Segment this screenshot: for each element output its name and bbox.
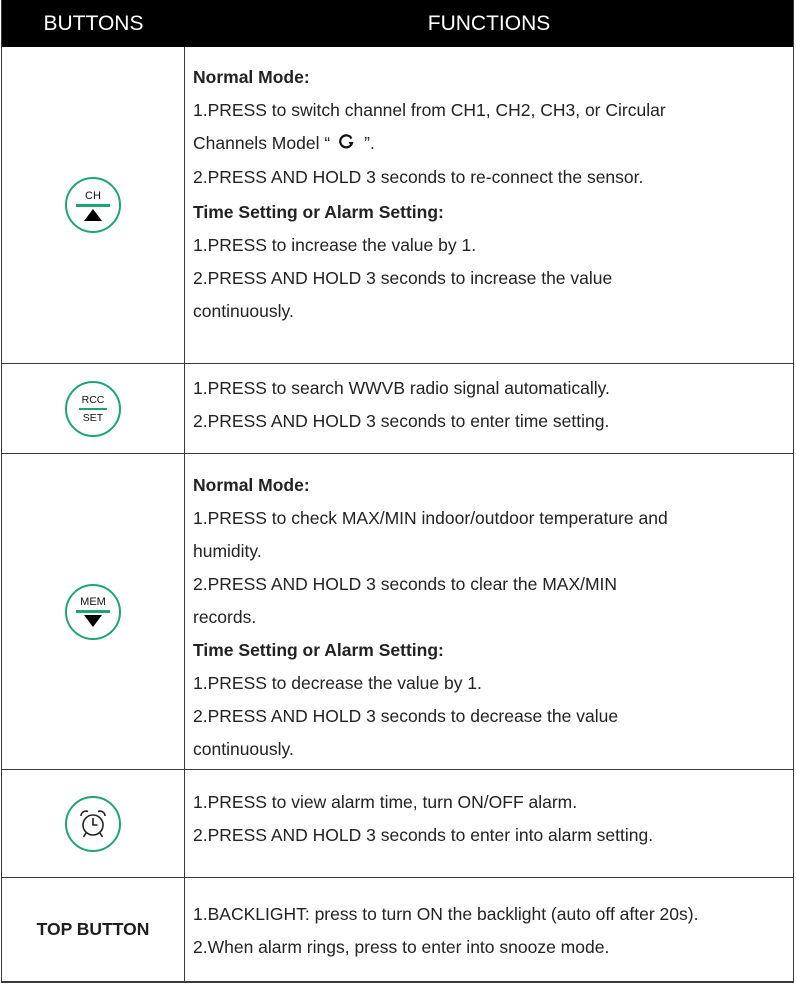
ch-up-button-icon <box>65 177 121 233</box>
green-bar <box>76 610 110 613</box>
function-line: continuously. <box>193 300 294 321</box>
function-line: 1.PRESS to switch channel from CH1, CH2, CH3, or Circular <box>193 100 666 120</box>
buttons-functions-table <box>1 0 794 983</box>
button-cell <box>2 454 185 769</box>
function-line: 2.When alarm rings, press to enter into snooze mode. <box>193 937 610 957</box>
function-line: 1.PRESS to decrease the value by 1. <box>193 673 482 693</box>
button-cell <box>2 770 185 877</box>
mem-down-button-icon <box>65 584 121 640</box>
green-bar <box>76 204 110 207</box>
button-cell <box>2 47 185 363</box>
function-line: 2.PRESS AND HOLD 3 seconds to re-connect the sensor. <box>193 166 644 187</box>
header-buttons: BUTTONS <box>43 12 144 35</box>
table-row-ch <box>2 47 793 363</box>
text-after-icon: ”. <box>364 133 375 153</box>
table-row-mem <box>2 454 793 769</box>
section-heading: Normal Mode: <box>193 67 310 87</box>
function-line: 1.BACKLIGHT: press to turn ON the backlight (auto off after 20s). <box>193 904 699 924</box>
text-before-icon: Channels Model “ <box>193 133 331 153</box>
ch-label: CH <box>85 189 101 202</box>
function-cell <box>185 454 793 769</box>
function-line: 2.PRESS AND HOLD 3 seconds to decrease the value <box>193 706 619 726</box>
rcc-set-button-icon <box>65 381 121 437</box>
function-line: 2.PRESS AND HOLD 3 seconds to enter time setting. <box>193 411 610 431</box>
top-button-label: TOP BUTTON <box>36 919 150 939</box>
header-functions: FUNCTIONS <box>427 12 551 35</box>
button-cell <box>2 364 185 453</box>
set-label: SET <box>82 411 104 424</box>
mem-label: MEM <box>80 596 106 608</box>
function-line: 1.PRESS to view alarm time, turn ON/OFF alarm. <box>193 792 578 812</box>
table-row-rcc-set <box>2 364 793 453</box>
function-line: 2.PRESS AND HOLD 3 seconds to enter into alarm setting. <box>193 825 654 845</box>
function-line: 2.PRESS AND HOLD 3 seconds to clear the MAX/MIN <box>193 574 618 594</box>
table-row-alarm <box>2 770 793 877</box>
circular-loop-icon <box>338 128 356 161</box>
function-cell <box>185 364 793 453</box>
section-heading: Time Setting or Alarm Setting: <box>193 201 444 222</box>
function-cell <box>185 47 793 363</box>
function-line <box>193 127 793 161</box>
table-header <box>2 0 793 47</box>
function-cell <box>185 878 793 981</box>
alarm-clock-button-icon <box>65 796 121 852</box>
function-cell <box>185 770 793 877</box>
function-line: records. <box>193 607 257 627</box>
triangle-up-icon <box>84 209 102 221</box>
function-line: humidity. <box>193 541 262 561</box>
function-line: continuously. <box>193 739 294 759</box>
table-row-top-button <box>2 878 793 981</box>
section-heading: Normal Mode: <box>193 475 310 495</box>
function-line: 1.PRESS to search WWVB radio signal automatically. <box>193 378 610 398</box>
triangle-down-icon <box>84 615 102 627</box>
function-line: 1.PRESS to increase the value by 1. <box>193 234 477 255</box>
button-cell <box>2 878 185 981</box>
rcc-label: RCC <box>81 393 105 406</box>
function-line: 2.PRESS AND HOLD 3 seconds to increase the value <box>193 267 613 288</box>
green-bar <box>79 408 107 410</box>
function-line: 1.PRESS to check MAX/MIN indoor/outdoor temperature and <box>193 508 668 528</box>
section-heading: Time Setting or Alarm Setting: <box>193 640 444 660</box>
alarm-clock-icon <box>76 807 110 841</box>
